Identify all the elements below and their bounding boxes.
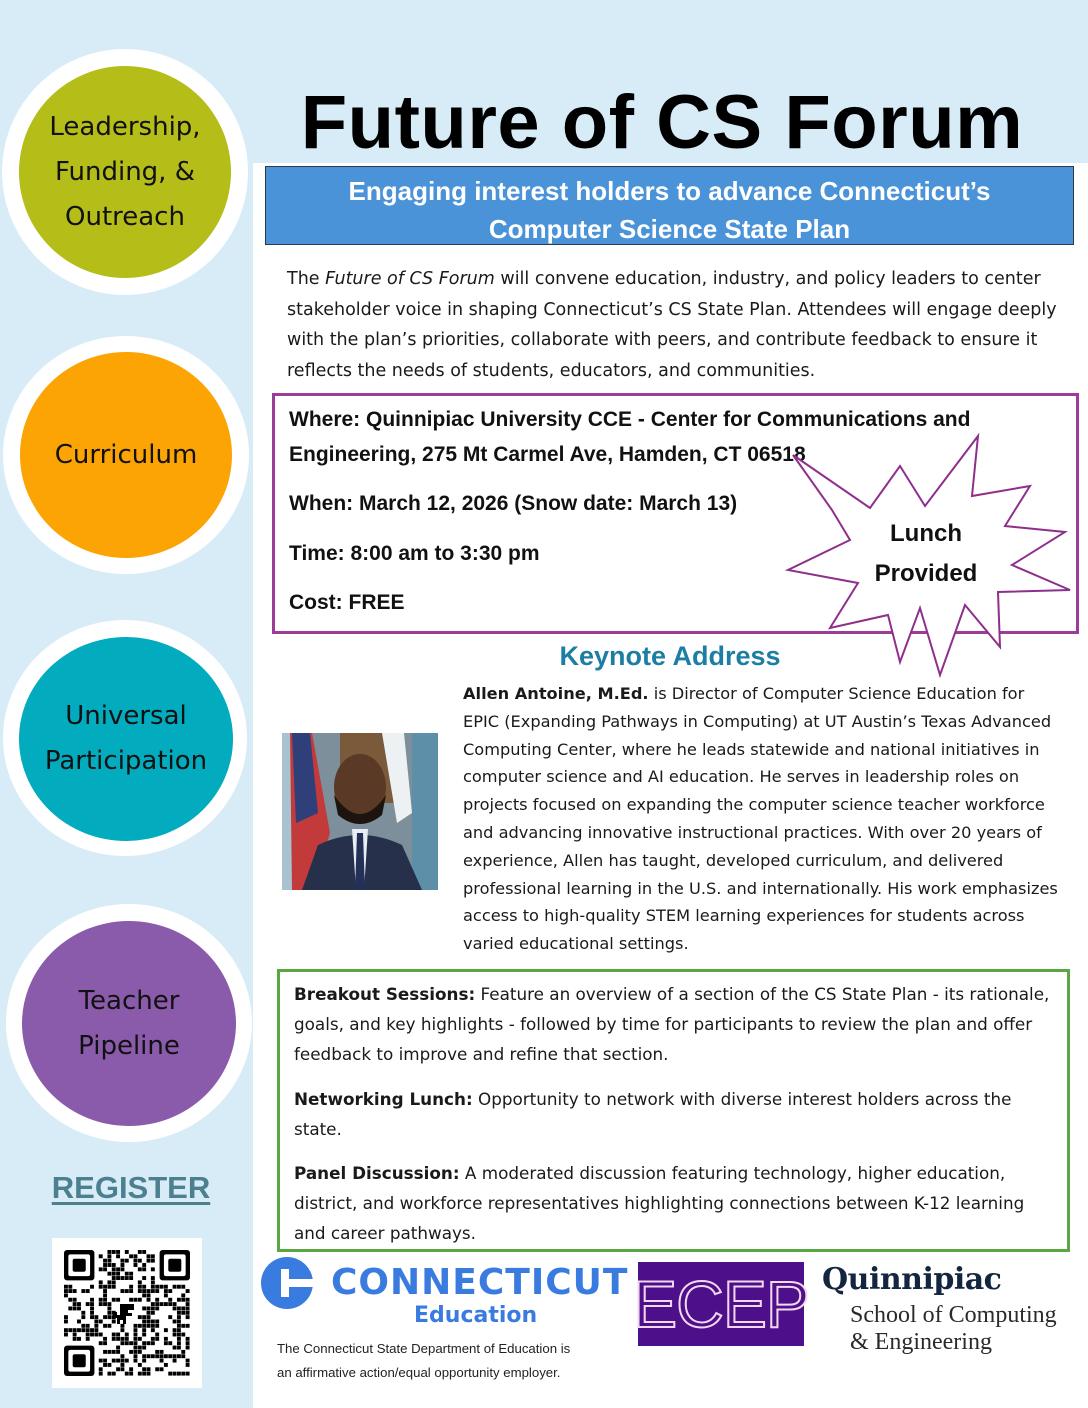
starburst-line: Provided bbox=[874, 560, 978, 587]
pillar-label-line: Curriculum bbox=[54, 439, 198, 470]
quinnipiac-sub-line: School of Computing bbox=[850, 1302, 1057, 1328]
session-text: Feature an overview of a section of the CS State Plan - its rationale, goals, and key highlights - followed by time for participants to review the plan and offer feedback to improve and refine that section. bbox=[294, 984, 1050, 1064]
session-text: Opportunity to network with diverse interest holders across the state. bbox=[294, 1089, 1012, 1139]
quinnipiac-logo-school bbox=[850, 1302, 1057, 1356]
starburst-line: Lunch bbox=[890, 520, 962, 547]
pillar-label-line: Universal bbox=[65, 701, 187, 731]
ecep-logo-text: ECEP bbox=[633, 1267, 809, 1341]
lunch-provided-label bbox=[846, 514, 1006, 594]
eeo-statement bbox=[277, 1337, 637, 1385]
intro-body: will convene education, industry, and policy leaders to center stakeholder voice in shaping Connecticut’s CS State Plan. Attendees will engage deeply with the plan’s priorities, collaborate with peers, and contribute feedback to ensure it reflects the needs of students, educators, and communities. bbox=[287, 269, 1057, 381]
pillar-label-line: Pipeline bbox=[78, 1030, 180, 1061]
connecticut-logo-education: Education bbox=[414, 1303, 538, 1328]
speaker-bio-text: is Director of Computer Science Education for EPIC (Expanding Pathways in Computing) at UT Austin’s Texas Advanced Computing Center, where he leads statewide and national initiatives in computer science and AI education. He serves in leadership roles on projects focused on expanding the computer science teacher workforce and advancing innovative instructional practices. With over 20 years of experience, Allen has taught, developed curriculum, and delivered professional learning in the U.S. and internationally. His work emphasizes access to high-quality STEM learning experiences for students across varied educational settings. bbox=[463, 684, 1058, 954]
connecticut-logo-word: CONNECTICUT bbox=[331, 1262, 629, 1303]
session-label: Networking Lunch: bbox=[294, 1089, 473, 1109]
subtitle-line: Engaging interest holders to advance Connecticut’s bbox=[348, 176, 991, 206]
quinnipiac-logo-name: Quinnipiac bbox=[822, 1262, 1002, 1297]
session-text: A moderated discussion featuring technology, higher education, district, and workforce representatives highlighting connections between K-12 learning and career pathways. bbox=[294, 1163, 1025, 1243]
sessions-box bbox=[277, 969, 1070, 1252]
intro-event-name: Future of CS Forum bbox=[325, 269, 495, 289]
quinnipiac-sub-line: & Engineering bbox=[850, 1329, 992, 1355]
qr-code-icon bbox=[52, 1238, 202, 1388]
subtitle-banner bbox=[265, 166, 1074, 245]
speaker-photo bbox=[282, 733, 438, 890]
pillar-curriculum bbox=[20, 352, 232, 558]
pillar-leadership-funding-outreach bbox=[19, 66, 231, 278]
speaker-bio bbox=[463, 680, 1063, 958]
session-label: Breakout Sessions: bbox=[294, 984, 476, 1004]
keynote-heading: Keynote Address bbox=[559, 641, 781, 671]
session-networking bbox=[294, 1084, 1054, 1144]
pillar-teacher-pipeline bbox=[22, 921, 236, 1126]
intro-paragraph bbox=[287, 264, 1057, 386]
pillar-label-line: Participation bbox=[44, 746, 208, 776]
session-breakout bbox=[294, 979, 1054, 1069]
page-title: Future of CS Forum bbox=[300, 80, 1024, 165]
time-line: Time: 8:00 am to 3:30 pm bbox=[289, 542, 540, 565]
speaker-name: Allen Antoine, M.Ed. bbox=[463, 684, 649, 703]
pillar-label-line: Teacher bbox=[78, 985, 180, 1016]
pillar-label-line: Leadership, bbox=[49, 111, 201, 142]
intro-prefix: The bbox=[287, 269, 326, 289]
pillar-label-line: Outreach bbox=[65, 201, 185, 232]
subtitle-line: Computer Science State Plan bbox=[488, 214, 851, 244]
where-line-1: Where: Quinnipiac University CCE - Center for Communications and bbox=[289, 408, 971, 431]
register-link[interactable]: REGISTER bbox=[51, 1170, 211, 1205]
pillar-universal-participation bbox=[19, 637, 233, 841]
where-line-2: Engineering, 275 Mt Carmel Ave, Hamden, CT 06518 bbox=[289, 443, 806, 466]
eeo-line: The Connecticut State Department of Education is bbox=[277, 1341, 571, 1356]
pillar-label-line: Funding, & bbox=[54, 156, 195, 187]
session-panel bbox=[294, 1158, 1054, 1248]
speaker-portrait-image bbox=[282, 733, 438, 890]
session-label: Panel Discussion: bbox=[294, 1163, 460, 1183]
cost-line: Cost: FREE bbox=[289, 591, 405, 614]
when-line: When: March 12, 2026 (Snow date: March 13) bbox=[289, 492, 738, 515]
register-qr-code[interactable] bbox=[52, 1238, 202, 1388]
ecep-logo bbox=[633, 1262, 809, 1346]
eeo-line: an affirmative action/equal opportunity employer. bbox=[277, 1365, 561, 1380]
